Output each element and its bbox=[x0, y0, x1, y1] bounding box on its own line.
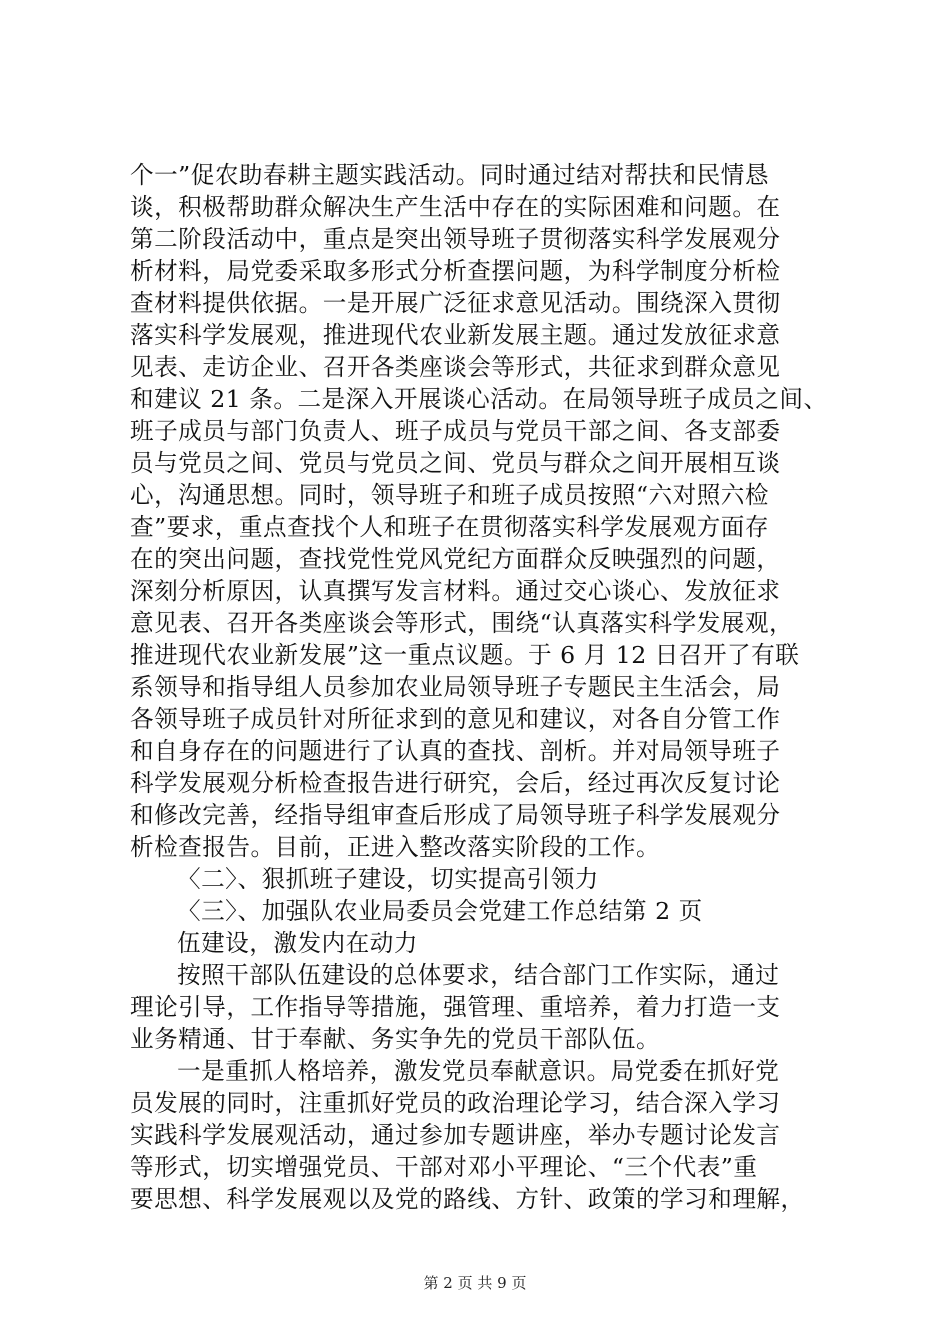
text-line: 和修改完善，经指导组审查后形成了局领导班子科学发展观分 bbox=[130, 801, 781, 829]
text-line: 要思想、科学发展观以及党的路线、方针、政策的学习和理解， bbox=[130, 1185, 805, 1213]
text-line: 科学发展观分析检查报告进行研究，会后，经过再次反复讨论 bbox=[130, 769, 781, 797]
text-line: 和建议 21 条。二是深入开展谈心活动。在局领导班子成员之间、 bbox=[130, 385, 828, 413]
text-line: 谈，积极帮助群众解决生产生活中存在的实际困难和问题。在 bbox=[130, 193, 781, 221]
text-line: 员与党员之间、党员与党员之间、党员与群众之间开展相互谈 bbox=[130, 449, 781, 477]
text-line: 个一”促农助春耕主题实践活动。同时通过结对帮扶和民情恳 bbox=[130, 161, 769, 189]
document-body bbox=[130, 159, 830, 1215]
text-line: 员发展的同时，注重抓好党员的政治理论学习，结合深入学习 bbox=[130, 1089, 781, 1117]
text-line: 深刻分析原因，认真撰写发言材料。通过交心谈心、发放征求 bbox=[130, 577, 781, 605]
text-line: 业务精通、甘于奉献、务实争先的党员干部队伍。 bbox=[130, 1025, 661, 1053]
text-line: 系领导和指导组人员参加农业局领导班子专题民主生活会，局 bbox=[130, 673, 781, 701]
page-footer: 第 2 页 共 9 页 bbox=[423, 1274, 527, 1292]
text-line: 在的突出问题，查找党性党风党纪方面群众反映强烈的问题， bbox=[130, 545, 781, 573]
text-line: 心，沟通思想。同时，领导班子和班子成员按照“六对照六检 bbox=[130, 481, 769, 509]
text-line: 落实科学发展观，推进现代农业新发展主题。通过发放征求意 bbox=[130, 321, 781, 349]
text-line: 查”要求，重点查找个人和班子在贯彻落实科学发展观方面存 bbox=[130, 513, 769, 541]
text-line: 一是重抓人格培养，激发党员奉献意识。局党委在抓好党 bbox=[177, 1057, 780, 1085]
text-line: 各领导班子成员针对所征求到的意见和建议，对各自分管工作 bbox=[130, 705, 781, 733]
text-line: 〈二〉、狠抓班子建设，切实提高引领力 bbox=[177, 865, 599, 893]
text-line: 和自身存在的问题进行了认真的查找、剖析。并对局领导班子 bbox=[130, 737, 781, 765]
text-line: 见表、走访企业、召开各类座谈会等形式，共征求到群众意见 bbox=[130, 353, 781, 381]
text-line: 析材料，局党委采取多形式分析查摆问题，为科学制度分析检 bbox=[130, 257, 781, 285]
text-line: 〈三〉、加强队农业局委员会党建工作总结第 2 页 bbox=[177, 897, 703, 925]
text-line: 班子成员与部门负责人、班子成员与党员干部之间、各支部委 bbox=[130, 417, 781, 445]
text-line: 查材料提供依据。一是开展广泛征求意见活动。围绕深入贯彻 bbox=[130, 289, 781, 317]
text-line: 实践科学发展观活动，通过参加专题讲座，举办专题讨论发言 bbox=[130, 1121, 781, 1149]
text-line: 推进现代农业新发展”这一重点议题。于 6 月 12 日召开了有联 bbox=[130, 641, 800, 669]
text-line: 按照干部队伍建设的总体要求，结合部门工作实际，通过 bbox=[177, 961, 780, 989]
text-line: 第二阶段活动中，重点是突出领导班子贯彻落实科学发展观分 bbox=[130, 225, 781, 253]
text-line: 等形式，切实增强党员、干部对邓小平理论、“三个代表”重 bbox=[130, 1153, 758, 1181]
text-line: 理论引导，工作指导等措施，强管理、重培养，着力打造一支 bbox=[130, 993, 781, 1021]
text-line: 意见表、召开各类座谈会等形式，围绕“认真落实科学发展观， bbox=[130, 609, 794, 637]
text-line: 伍建设，激发内在动力 bbox=[177, 929, 418, 957]
text-line: 析检查报告。目前，正进入整改落实阶段的工作。 bbox=[130, 833, 661, 861]
